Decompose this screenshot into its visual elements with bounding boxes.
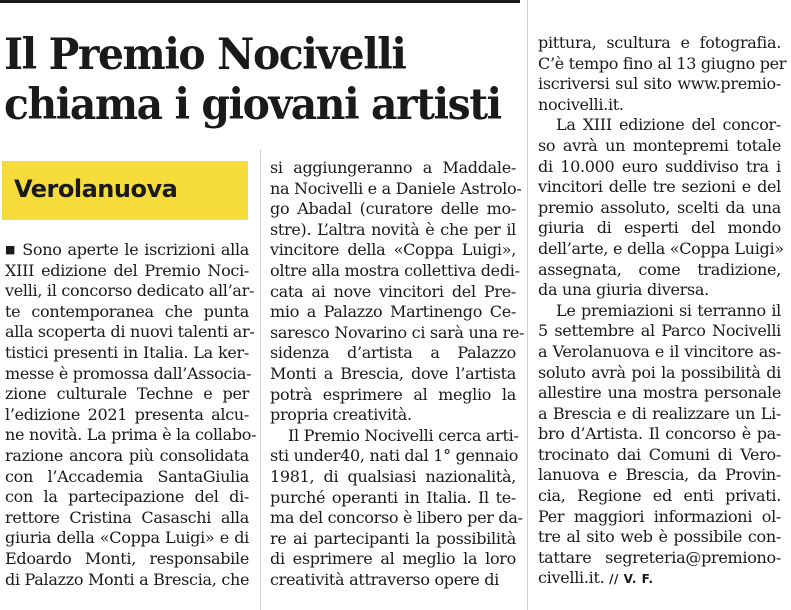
article-line: sidenza d’artista a Palazzo <box>270 343 516 363</box>
article-line: con la partecipazione del di- <box>5 487 249 507</box>
article-line: saresco Novarino ci sarà una re- <box>270 322 525 342</box>
article-line: rettore Cristina Casaschi alla <box>5 507 249 527</box>
article-line: 5 settembre al Parco Nocivelli <box>538 321 781 341</box>
article-line: bro d’Artista. Il concorso è pa- <box>538 424 781 444</box>
article-line: di esprimere al meglio la loro <box>270 549 516 569</box>
article-line: zione culturale Techne e per <box>5 384 249 404</box>
article-line: l’edizione 2021 presenta alcu- <box>5 404 249 424</box>
article-line: da una giuria diversa. <box>538 280 709 300</box>
column-divider <box>527 0 528 610</box>
article-line: pittura, scultura e fotografia. <box>538 33 781 52</box>
article-column-3 <box>538 33 787 589</box>
article-line: tre al sito web è possibile con- <box>538 527 781 547</box>
article-line: vincitore della «Coppa Luigi», <box>270 240 516 260</box>
article-line: stre). L’altra novità è che per il <box>270 219 516 239</box>
article-line: nocivelli.it. <box>538 94 624 114</box>
article-line: Per maggiori informazioni ol- <box>538 506 781 526</box>
article-line: potrà esprimere al meglio la <box>270 384 516 404</box>
article-line: tattare segreteria@premiono- <box>538 547 781 567</box>
article-line: civelli.it. // V. F. <box>538 568 654 588</box>
article-line: velli, il concorso dedicato all’ar- <box>5 281 255 301</box>
article-line: propria creatività. <box>270 405 412 425</box>
article-line: premio assoluto, scelti da una <box>538 197 781 217</box>
article-line: razione ancora più consolidata <box>5 445 249 465</box>
article-line: cia, Regione ed enti privati. <box>538 486 781 506</box>
article-line: Monti a Brescia, dove l’artista <box>270 363 516 383</box>
article-line: ma del concorso è libero per da- <box>270 508 523 528</box>
article-line: soluto avrà poi la possibilità di <box>538 362 781 382</box>
article-line: creatività attraverso opere di <box>270 569 499 589</box>
article-line: go Abadal (curatore delle mo- <box>270 199 516 219</box>
headline-line-2: chiama i giovani artisti <box>4 80 501 130</box>
article-line: a Verolanuova e il vincitore as- <box>538 341 781 361</box>
article-line: La XIII edizione del concor- <box>556 115 781 135</box>
article-line: di 10.000 euro suddiviso tra i <box>538 156 781 176</box>
article-line: ne novità. La prima è la collabo- <box>5 425 257 445</box>
article-line: oltre alla mostra collettiva dedi- <box>270 260 520 280</box>
article-line: giuria della «Coppa Luigi» e di <box>5 528 249 548</box>
article-line: so avrà un montepremi totale <box>538 135 781 155</box>
article-line: XIII edizione del Premio Noci- <box>5 260 249 280</box>
article-line: purché operanti in Italia. Il te- <box>270 487 516 507</box>
article-line: ■ Sono aperte le iscrizioni alla <box>5 240 249 259</box>
article-line: allestire una mostra personale <box>538 383 781 403</box>
article-line: di Palazzo Monti a Brescia, che <box>5 569 250 589</box>
kicker-box <box>2 161 248 220</box>
article-line: sti under40, nati dal 1° gennaio <box>270 446 519 466</box>
article-column-2 <box>270 158 525 590</box>
article-line: iscriversi sul sito www.premio- <box>538 74 781 94</box>
article-line: vincitori delle tre sezioni e del <box>538 177 781 197</box>
lead-marker: ■ <box>5 243 17 256</box>
article-line: messe è promossa dall’Associa- <box>5 363 252 383</box>
article-line: dell’arte, e della «Coppa Luigi» <box>538 238 784 258</box>
headline-line-1: Il Premio Nocivelli <box>4 30 406 80</box>
article-line: si aggiungeranno a Maddale- <box>270 158 516 177</box>
article-line: Edoardo Monti, responsabile <box>5 548 249 568</box>
article-line: na Nocivelli e a Daniele Astrolo- <box>270 178 522 198</box>
article-column-1 <box>5 240 257 590</box>
article-line: giuria di esperti del mondo <box>538 218 781 238</box>
article-line: alla scoperta di nuovi talenti ar- <box>5 322 255 342</box>
article-line: mio a Palazzo Martinengo Ce- <box>270 302 516 322</box>
article-line: C’è tempo fino al 13 giugno per <box>538 53 787 73</box>
article-line: cata ai nove vincitori del Pre- <box>270 281 516 301</box>
article-line: lanuova e Brescia, da Provin- <box>538 465 781 485</box>
article-line: 1981, di qualsiasi nazionalità, <box>270 466 516 486</box>
top-rule <box>0 0 520 3</box>
article-line: re ai partecipanti la possibilità <box>270 528 516 548</box>
kicker-label: Verolanuova <box>14 175 178 203</box>
article-line: con l’Accademia SantaGiulia <box>5 466 249 486</box>
article-line: assegnata, come tradizione, <box>538 259 781 279</box>
article-line: trocinato dai Comuni di Vero- <box>538 444 781 464</box>
article-line: tistici presenti in Italia. La ker- <box>5 342 249 362</box>
article-line: a Brescia e di realizzare un Li- <box>538 403 781 423</box>
article-line: Il Premio Nocivelli cerca arti- <box>288 425 519 445</box>
headline <box>4 30 501 130</box>
column-divider <box>260 150 261 610</box>
article-line: Le premiazioni si terranno il <box>556 300 781 320</box>
article-line: te contemporanea che punta <box>5 301 249 321</box>
author-signature: // V. F. <box>609 572 654 587</box>
